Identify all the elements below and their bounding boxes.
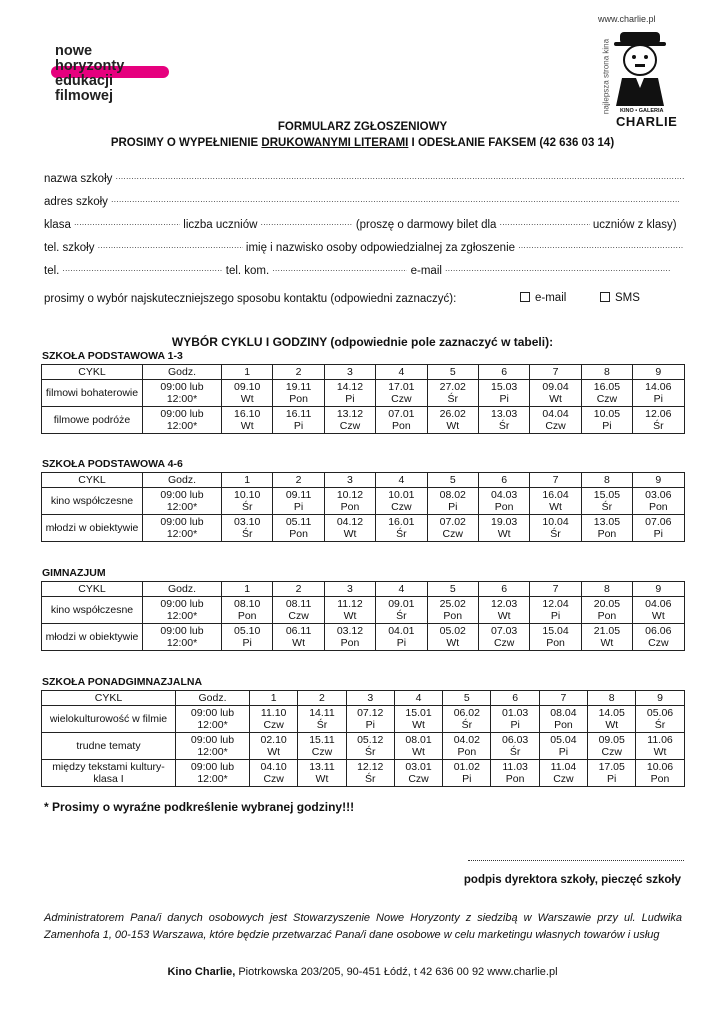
free-ticket-field[interactable]: [500, 216, 590, 228]
students-per-class-label: uczniów z klasy): [592, 219, 677, 231]
date-cell[interactable]: 03.06 Pon: [633, 488, 684, 515]
header-cell: 8: [588, 691, 636, 706]
date-cell[interactable]: 04.02 Pon: [443, 733, 491, 760]
date-cell[interactable]: 06.06 Czw: [633, 624, 684, 651]
date-cell[interactable]: 04.10 Czw: [250, 760, 298, 787]
header-cell: 2: [273, 365, 324, 380]
cycle-name: filmowe podróże: [42, 407, 143, 434]
date-cell[interactable]: 12.12 Śr: [346, 760, 394, 787]
date-cell[interactable]: 05.11 Pon: [273, 515, 324, 542]
date-cell[interactable]: 10.06 Pon: [636, 760, 684, 787]
date-cell[interactable]: 09.10 Wt: [222, 380, 273, 407]
cycle-name: kino współczesne: [42, 488, 143, 515]
school-phone-field[interactable]: [98, 239, 243, 251]
date-cell[interactable]: 12.04 Pi: [530, 597, 581, 624]
date-cell[interactable]: 10.04 Śr: [530, 515, 581, 542]
contact-prompt: prosimy o wybór najskuteczniejszego sposobu kontaktu (odpowiedni zaznaczyć):: [44, 293, 457, 305]
table-row: [42, 760, 685, 787]
date-cell[interactable]: 11.04 Czw: [539, 760, 587, 787]
date-cell[interactable]: 10.05 Pi: [581, 407, 632, 434]
table-row: [42, 407, 685, 434]
header-cell: 6: [491, 691, 539, 706]
date-cell[interactable]: 13.03 Śr: [478, 407, 529, 434]
header-cell: Godz.: [143, 582, 222, 597]
header-cell: Godz.: [176, 691, 250, 706]
cycle-name: wielokulturowość w filmie: [42, 706, 176, 733]
date-cell[interactable]: 04.01 Pi: [376, 624, 427, 651]
date-cell[interactable]: 06.02 Śr: [443, 706, 491, 733]
nowe-horyzonty-logo: [55, 44, 124, 104]
date-cell[interactable]: 16.01 Śr: [376, 515, 427, 542]
date-cell[interactable]: 05.02 Wt: [427, 624, 478, 651]
date-cell[interactable]: 20.05 Pon: [581, 597, 632, 624]
header-cell: 4: [394, 691, 442, 706]
date-cell[interactable]: 15.03 Pi: [478, 380, 529, 407]
sms-checkbox[interactable]: SMS: [600, 292, 640, 304]
header-cell: CYKL: [42, 365, 143, 380]
time-cell[interactable]: 09:00 lub 12:00*: [143, 407, 222, 434]
date-cell[interactable]: 16.05 Czw: [581, 380, 632, 407]
time-cell[interactable]: 09:00 lub 12:00*: [176, 706, 250, 733]
schedule-table: [41, 472, 685, 542]
footer: Kino Charlie, Piotrkowska 203/205, 90-451 Łódź, t 42 636 00 92 www.charlie.pl: [167, 966, 558, 978]
header-cell: 9: [633, 582, 684, 597]
date-cell[interactable]: 14.06 Pi: [633, 380, 684, 407]
date-cell[interactable]: 13.05 Pon: [581, 515, 632, 542]
cycle-name: młodzi w obiektywie: [42, 624, 143, 651]
header-cell: 2: [273, 473, 324, 488]
form-title: FORMULARZ ZGŁOSZENIOWY: [277, 121, 448, 133]
header-cell: 5: [427, 582, 478, 597]
date-cell[interactable]: 16.10 Wt: [222, 407, 273, 434]
date-cell[interactable]: 27.02 Śr: [427, 380, 478, 407]
school-address-row: [44, 193, 684, 208]
date-cell[interactable]: 01.02 Pi: [443, 760, 491, 787]
header-cell: 7: [539, 691, 587, 706]
table-row: [42, 488, 685, 515]
header-cell: 6: [478, 582, 529, 597]
date-cell[interactable]: 07.12 Pi: [346, 706, 394, 733]
email-field[interactable]: [445, 262, 671, 274]
header-cell: 7: [530, 582, 581, 597]
date-cell[interactable]: 15.01 Wt: [394, 706, 442, 733]
header-cell: 3: [346, 691, 394, 706]
school-phone-label: tel. szkoły: [44, 242, 95, 254]
section-title: GIMNAZJUM: [42, 567, 106, 579]
school-name-row: [44, 170, 684, 185]
logo-line: edukacji: [55, 73, 114, 89]
form-subtitle: PROSIMY O WYPEŁNIENIE DRUKOWANYMI LITERAMI I ODESŁANIE FAKSEM (42 636 03 14): [110, 137, 615, 149]
date-cell[interactable]: 12.06 Śr: [633, 407, 684, 434]
table-header-row: [42, 582, 685, 597]
date-cell[interactable]: 10.01 Czw: [376, 488, 427, 515]
table-row: [42, 380, 685, 407]
date-cell[interactable]: 16.11 Pi: [273, 407, 324, 434]
date-cell[interactable]: 09.01 Śr: [376, 597, 427, 624]
header-cell: 9: [633, 365, 684, 380]
charlie-logo: [594, 14, 678, 129]
underline-note: * Prosimy o wyraźne podkreślenie wybranej godziny!!!: [44, 800, 355, 814]
charlie-small-label: KINO • GALERIA: [620, 108, 664, 114]
email-label: e-mail: [410, 265, 442, 277]
date-cell[interactable]: 05.04 Pi: [539, 733, 587, 760]
school-phone-row: [44, 239, 684, 254]
email-checkbox[interactable]: e-mail: [520, 292, 566, 304]
table-row: [42, 733, 685, 760]
charlie-url: www.charlie.pl: [598, 14, 656, 24]
logo-line: horyzonty: [55, 58, 125, 74]
date-cell[interactable]: 08.11 Czw: [273, 597, 324, 624]
date-cell[interactable]: 15.05 Śr: [581, 488, 632, 515]
signature-label: podpis dyrektora szkoły, pieczęć szkoły: [463, 874, 681, 886]
date-cell[interactable]: 11.03 Pon: [491, 760, 539, 787]
time-cell[interactable]: 09:00 lub 12:00*: [176, 733, 250, 760]
header-cell: 6: [478, 473, 529, 488]
checkbox-box[interactable]: [520, 292, 530, 302]
header-cell: 9: [633, 473, 684, 488]
date-cell[interactable]: 12.03 Wt: [478, 597, 529, 624]
date-cell[interactable]: 14.05 Wt: [588, 706, 636, 733]
date-cell[interactable]: 14.12 Pi: [324, 380, 375, 407]
date-cell[interactable]: 13.11 Wt: [298, 760, 346, 787]
date-cell[interactable]: 04.06 Wt: [633, 597, 684, 624]
date-cell[interactable]: 19.11 Pon: [273, 380, 324, 407]
class-label: klasa: [44, 219, 71, 231]
date-cell[interactable]: 04.03 Pon: [478, 488, 529, 515]
date-cell[interactable]: 08.02 Pi: [427, 488, 478, 515]
school-address-label: adres szkoły: [44, 196, 108, 208]
date-cell[interactable]: 07.06 Pi: [633, 515, 684, 542]
header-cell: 5: [443, 691, 491, 706]
date-cell[interactable]: 11.12 Wt: [324, 597, 375, 624]
header-cell: 1: [250, 691, 298, 706]
logo-line: nowe: [55, 43, 93, 59]
table-header-row: [42, 365, 685, 380]
cycle-name: filmowi bohaterowie: [42, 380, 143, 407]
chaplin-icon: [612, 28, 668, 108]
time-cell[interactable]: 09:00 lub 12:00*: [143, 597, 222, 624]
date-cell[interactable]: 04.12 Wt: [324, 515, 375, 542]
table-row: [42, 597, 685, 624]
time-cell[interactable]: 09:00 lub 12:00*: [143, 515, 222, 542]
students-label: liczba uczniów: [183, 219, 258, 231]
date-cell[interactable]: 08.04 Pon: [539, 706, 587, 733]
date-cell[interactable]: 11.06 Wt: [636, 733, 684, 760]
date-cell[interactable]: 13.12 Czw: [324, 407, 375, 434]
date-cell[interactable]: 16.04 Wt: [530, 488, 581, 515]
table-row: [42, 624, 685, 651]
date-cell[interactable]: 17.01 Czw: [376, 380, 427, 407]
header-cell: 2: [273, 582, 324, 597]
responsible-field[interactable]: [518, 239, 684, 251]
table-row: [42, 706, 685, 733]
charlie-tagline: najlepsza strona kina: [601, 38, 611, 115]
charlie-name: CHARLIE: [616, 114, 678, 129]
data-admin-notice: Administratorem Pana/i danych osobowych jest Stowarzyszenie Nowe Horyzonty z siedzibą w Warszawie przy ul. Ludwika Zamenhofa 1, 00-153 Warszawa, które będzie przetwarzać Pana/i dane osobowe w celu marketingu własnych towarów i usług: [44, 912, 682, 941]
header-cell: 4: [376, 582, 427, 597]
header-cell: Godz.: [143, 365, 222, 380]
date-cell[interactable]: 03.12 Pon: [324, 624, 375, 651]
students-field[interactable]: [261, 216, 353, 228]
cycle-name: kino współczesne: [42, 597, 143, 624]
date-cell[interactable]: 15.04 Pon: [530, 624, 581, 651]
table-row: [42, 515, 685, 542]
date-cell[interactable]: 05.06 Śr: [636, 706, 684, 733]
date-cell[interactable]: 05.10 Pi: [222, 624, 273, 651]
date-cell[interactable]: 02.10 Wt: [250, 733, 298, 760]
schedule-table: [41, 581, 685, 651]
schedule-table: [41, 690, 685, 787]
table-header-row: [42, 691, 685, 706]
header-cell: 4: [376, 365, 427, 380]
date-cell[interactable]: 08.01 Wt: [394, 733, 442, 760]
cycle-name: trudne tematy: [42, 733, 176, 760]
section-title: SZKOŁA PODSTAWOWA 4-6: [42, 458, 183, 470]
cycle-name: między tekstami kultury-klasa I: [42, 760, 176, 787]
header-cell: 7: [530, 365, 581, 380]
date-cell[interactable]: 09.05 Czw: [588, 733, 636, 760]
header-cell: CYKL: [42, 473, 143, 488]
tel-kom-field[interactable]: [272, 262, 407, 274]
selection-title: WYBÓR CYKLU I GODZINY (odpowiednie pole zaznaczyć w tabeli):: [171, 335, 554, 349]
time-cell[interactable]: 09:00 lub 12:00*: [143, 380, 222, 407]
date-cell[interactable]: 05.12 Śr: [346, 733, 394, 760]
contact-details-row: [44, 262, 684, 277]
school-name-label: nazwa szkoły: [44, 173, 113, 185]
header-cell: 5: [427, 473, 478, 488]
date-cell[interactable]: 07.02 Czw: [427, 515, 478, 542]
date-cell[interactable]: 06.03 Śr: [491, 733, 539, 760]
header-cell: 8: [581, 473, 632, 488]
header-cell: 3: [324, 365, 375, 380]
time-cell[interactable]: 09:00 lub 12:00*: [176, 760, 250, 787]
tel-kom-label: tel. kom.: [225, 265, 270, 277]
class-field[interactable]: [74, 216, 180, 228]
date-cell[interactable]: 10.10 Śr: [222, 488, 273, 515]
date-cell[interactable]: 17.05 Pi: [588, 760, 636, 787]
header-cell: 9: [636, 691, 684, 706]
header-cell: 2: [298, 691, 346, 706]
date-cell[interactable]: 09.04 Wt: [530, 380, 581, 407]
school-name-field[interactable]: [116, 170, 684, 182]
header-cell: 1: [222, 473, 273, 488]
cycle-name: młodzi w obiektywie: [42, 515, 143, 542]
header-cell: 4: [376, 473, 427, 488]
date-cell[interactable]: 03.01 Czw: [394, 760, 442, 787]
header-cell: 5: [427, 365, 478, 380]
signature-line[interactable]: [468, 860, 684, 861]
table-header-row: [42, 473, 685, 488]
header-cell: 6: [478, 365, 529, 380]
responsible-label: imię i nazwisko osoby odpowiedzialnej za zgłoszenie: [245, 242, 516, 254]
time-cell[interactable]: 09:00 lub 12:00*: [143, 624, 222, 651]
header-cell: 8: [581, 365, 632, 380]
schedule-table: [41, 364, 685, 434]
date-cell[interactable]: 26.02 Wt: [427, 407, 478, 434]
date-cell[interactable]: 21.05 Wt: [581, 624, 632, 651]
school-address-field[interactable]: [111, 193, 679, 205]
class-row: [44, 216, 684, 231]
date-cell[interactable]: 14.11 Śr: [298, 706, 346, 733]
tel-field[interactable]: [63, 262, 223, 274]
checkbox-box[interactable]: [600, 292, 610, 302]
tel-label: tel.: [44, 265, 60, 277]
header-cell: 8: [581, 582, 632, 597]
header-cell: 7: [530, 473, 581, 488]
header-cell: 1: [222, 365, 273, 380]
header-cell: 1: [222, 582, 273, 597]
date-cell[interactable]: 09.11 Pi: [273, 488, 324, 515]
date-cell[interactable]: 04.04 Czw: [530, 407, 581, 434]
time-cell[interactable]: 09:00 lub 12:00*: [143, 488, 222, 515]
date-cell[interactable]: 01.03 Pi: [491, 706, 539, 733]
date-cell[interactable]: 07.03 Czw: [478, 624, 529, 651]
date-cell[interactable]: 03.10 Śr: [222, 515, 273, 542]
date-cell[interactable]: 19.03 Wt: [478, 515, 529, 542]
logo-line: filmowej: [55, 88, 114, 104]
section-title: SZKOŁA PODSTAWOWA 1-3: [42, 350, 183, 362]
header-cell: 3: [324, 473, 375, 488]
header-cell: CYKL: [42, 582, 143, 597]
date-cell[interactable]: 10.12 Pon: [324, 488, 375, 515]
date-cell[interactable]: 06.11 Wt: [273, 624, 324, 651]
section-title: SZKOŁA PONADGIMNAZJALNA: [42, 676, 203, 688]
date-cell[interactable]: 15.11 Czw: [298, 733, 346, 760]
date-cell[interactable]: 25.02 Pon: [427, 597, 478, 624]
date-cell[interactable]: 11.10 Czw: [250, 706, 298, 733]
header-cell: Godz.: [143, 473, 222, 488]
date-cell[interactable]: 07.01 Pon: [376, 407, 427, 434]
header-cell: 3: [324, 582, 375, 597]
date-cell[interactable]: 08.10 Pon: [222, 597, 273, 624]
free-ticket-label: (proszę o darmowy bilet dla: [355, 219, 497, 231]
header-cell: CYKL: [42, 691, 176, 706]
